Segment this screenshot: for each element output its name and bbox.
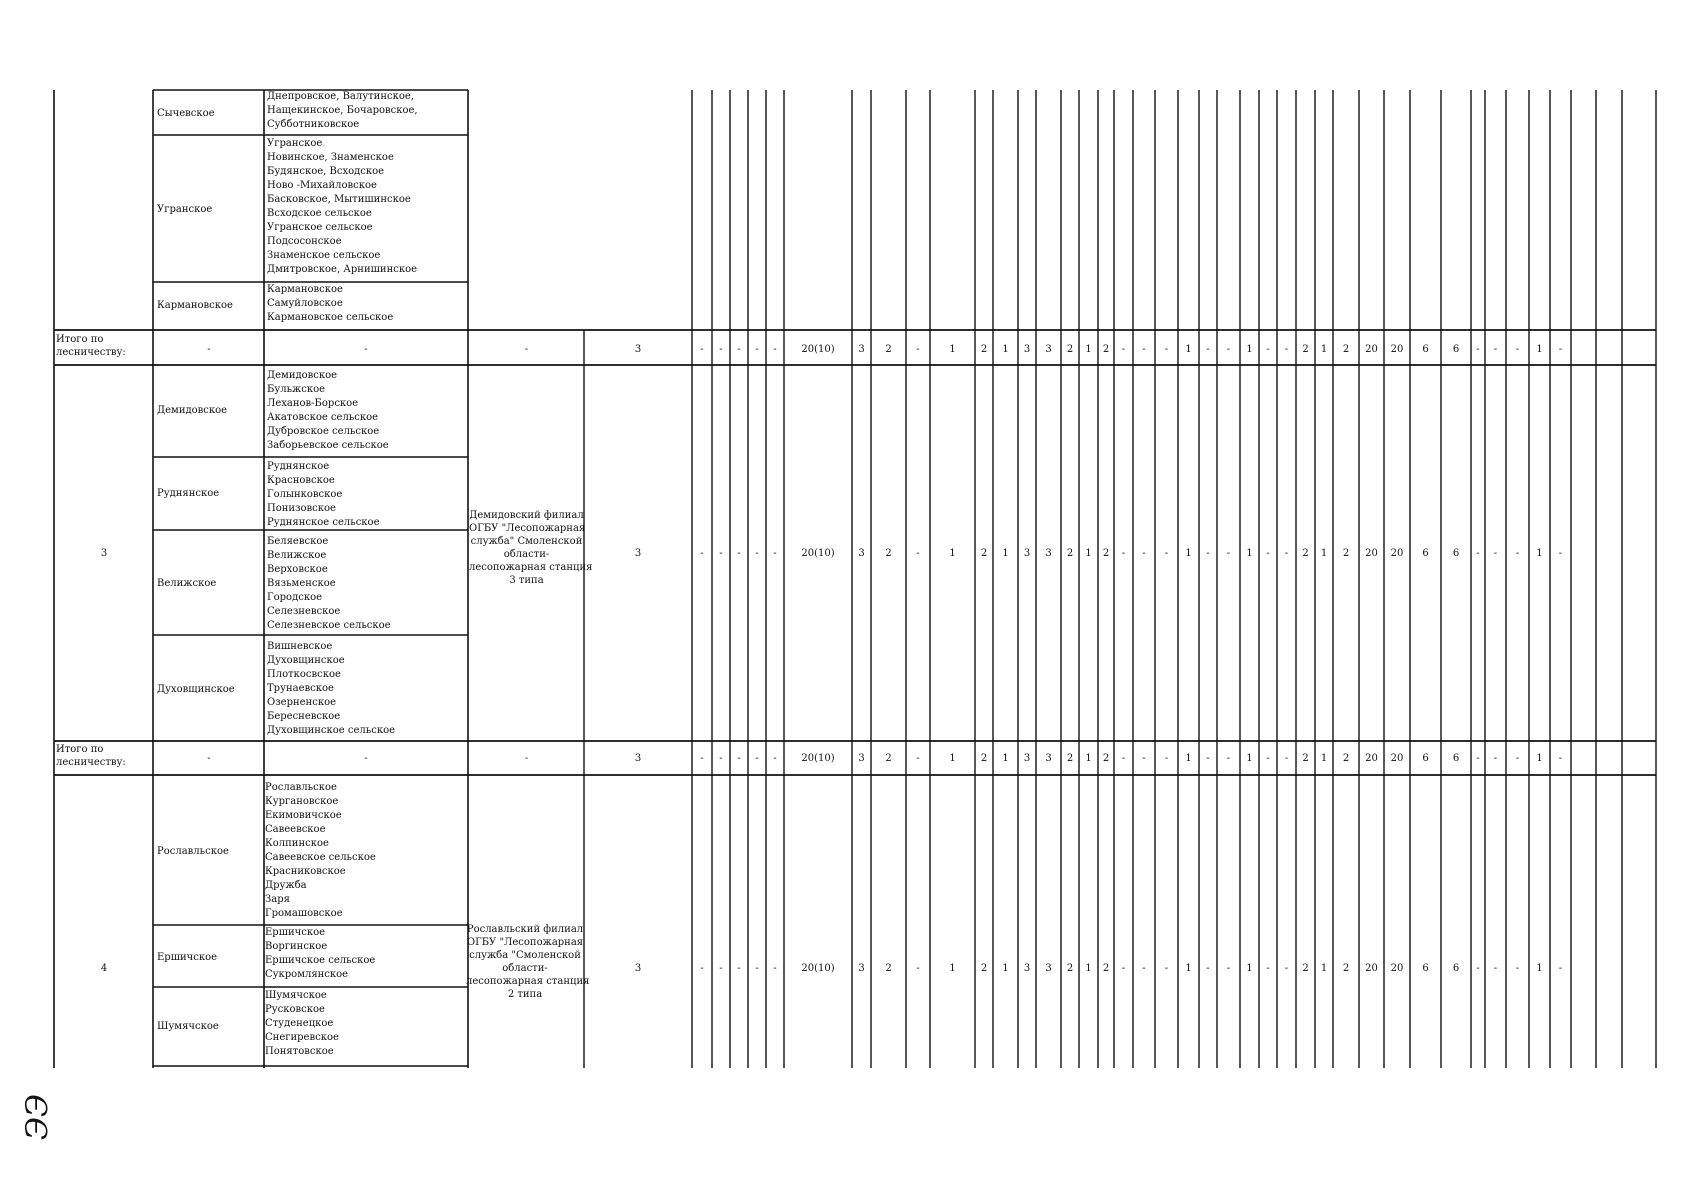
data-cell: 2 <box>1102 753 1110 764</box>
data-cell: - <box>700 344 704 355</box>
data-cell: 1 <box>1085 963 1092 974</box>
data-cell: - <box>916 344 920 355</box>
data-cell: - <box>1266 753 1270 764</box>
data-cell: 6 <box>1422 963 1429 974</box>
data-cell: 2 <box>885 753 892 764</box>
settlements-list: Руднянское Красновское Голынковское Понизовское Руднянское сельское <box>267 461 380 528</box>
data-cell: 1 <box>1320 753 1328 764</box>
data-cell: 2 <box>1102 344 1110 355</box>
total-cell: - <box>207 344 211 355</box>
data-cell: 1 <box>949 963 956 974</box>
data-cell: 6 <box>1452 753 1460 764</box>
data-cell: 20(10) <box>801 548 835 559</box>
data-cell: - <box>1515 344 1520 355</box>
data-cell: 1 <box>1002 344 1009 355</box>
total-label: Итого по лесничеству: <box>56 744 126 768</box>
station-line: Рославльский филиал <box>466 924 584 935</box>
data-cell: 1 <box>1002 963 1009 974</box>
data-cell: 3 <box>1045 344 1052 355</box>
settlements-list: Демидовское Бульжское Леханов-Борское Акатовское сельское Дубровское сельское Заборьевское сельское <box>267 370 389 451</box>
settlements-list: Рославльское Кургановское Екимовичское Савеевское Колпинское Савеевское сельское Красниковское Дружба Заря Громашовское <box>265 782 376 919</box>
data-cell: - <box>1164 548 1169 559</box>
data-cell: - <box>1558 753 1563 764</box>
data-cell: 1 <box>1536 548 1543 559</box>
data-cell: - <box>1164 344 1169 355</box>
data-cell: - <box>773 344 777 355</box>
data-cell: - <box>1121 963 1126 974</box>
data-cell: 1 <box>1536 753 1543 764</box>
district-name: Ершичское <box>157 952 218 963</box>
data-cell: - <box>1121 548 1126 559</box>
data-cell: - <box>1284 548 1289 559</box>
district-name: Духовщинское <box>157 684 235 695</box>
data-cell: - <box>1266 344 1270 355</box>
station-line: служба "Смоленской <box>469 950 581 961</box>
total-cell: - <box>524 753 529 764</box>
data-cell: - <box>1142 963 1146 974</box>
station-line: ОГБУ "Лесопожарная <box>469 523 586 534</box>
data-cell: 1 <box>1185 548 1192 559</box>
data-cell: 2 <box>980 548 988 559</box>
station-count: 3 <box>634 548 642 559</box>
settlements-list: Вишневское Духовщинское Плоткосвское Трунаевское Озерненское Бересневское Духовщинское сельское <box>267 641 396 736</box>
data-cell: 2 <box>1066 753 1074 764</box>
data-cell: - <box>737 344 741 355</box>
data-cell: - <box>773 963 777 974</box>
data-cell: 20 <box>1390 344 1404 355</box>
total-label: Итого по лесничеству: <box>56 334 126 358</box>
data-cell: - <box>1142 548 1146 559</box>
district-name: Сычевское <box>157 108 215 119</box>
data-cell: 6 <box>1422 344 1429 355</box>
data-cell: - <box>1476 344 1480 355</box>
data-cell: 1 <box>1085 344 1092 355</box>
total-cell: 3 <box>634 344 642 355</box>
data-cell: 1 <box>949 344 956 355</box>
page-number: ЭЭ <box>20 1094 55 1140</box>
data-cell: 2 <box>1342 344 1350 355</box>
data-cell: 3 <box>858 344 865 355</box>
data-cell: 6 <box>1452 963 1460 974</box>
data-cell: - <box>1226 963 1231 974</box>
total-cell: - <box>364 753 368 764</box>
data-cell: 2 <box>980 753 988 764</box>
data-cell: - <box>700 963 704 974</box>
data-cell: 2 <box>1302 548 1309 559</box>
data-cell: 1 <box>1536 344 1543 355</box>
data-cell: 6 <box>1422 753 1429 764</box>
data-cell: 20(10) <box>801 753 835 764</box>
settlements-list: Шумячское Русковское Студенецкое Снегиревское Понятовское <box>265 990 339 1057</box>
data-cell: 6 <box>1452 548 1460 559</box>
data-cell: 1 <box>1246 753 1253 764</box>
data-cell: - <box>1493 753 1498 764</box>
data-cell: - <box>1476 753 1480 764</box>
data-cell: - <box>1476 963 1480 974</box>
data-cell: 3 <box>1023 344 1031 355</box>
district-name: Демидовское <box>157 405 228 416</box>
data-cell: - <box>755 548 759 559</box>
data-cell: 20 <box>1365 548 1378 559</box>
data-cell: 2 <box>1066 963 1074 974</box>
data-cell: 2 <box>1342 963 1350 974</box>
station-line: Демидовский филиал <box>469 510 584 521</box>
data-cell: 3 <box>858 753 865 764</box>
settlements-list: Ершичское Воргинское Ершичское сельское Сукромлянское <box>265 927 376 980</box>
data-cell: 20(10) <box>801 963 835 974</box>
data-cell: - <box>916 753 920 764</box>
data-cell: 2 <box>1102 548 1110 559</box>
data-cell: 3 <box>1045 753 1052 764</box>
data-cell: - <box>1476 548 1480 559</box>
station-line: 2 типа <box>507 989 543 1000</box>
data-cell: 6 <box>1452 344 1460 355</box>
data-cell: 3 <box>1023 548 1031 559</box>
data-cell: 1 <box>1185 753 1192 764</box>
settlements-list: Беляевское Велижское Верховское Вязьменское Городское Селезневское Селезневское сельское <box>267 536 391 631</box>
data-cell: - <box>916 548 920 559</box>
station-line: лесопожарная станция <box>469 562 593 573</box>
data-cell: 3 <box>1045 548 1052 559</box>
total-cell: - <box>364 344 368 355</box>
data-cell: 2 <box>1342 753 1350 764</box>
data-cell: - <box>1515 548 1520 559</box>
data-cell: - <box>1206 548 1210 559</box>
data-cell: 1 <box>949 548 956 559</box>
data-cell: - <box>1558 548 1563 559</box>
data-cell: - <box>719 548 723 559</box>
total-cell: - <box>207 753 211 764</box>
data-cell: - <box>1493 344 1498 355</box>
data-cell: - <box>1266 963 1270 974</box>
data-cell: 2 <box>885 344 892 355</box>
station-line: области- <box>503 549 550 560</box>
station-count: 3 <box>634 963 642 974</box>
data-cell: 1 <box>1536 963 1543 974</box>
station-line: ОГБУ "Лесопожарная <box>466 937 584 948</box>
data-cell: - <box>1206 753 1210 764</box>
settlements-list: Кармановское Самуйловское Кармановское сельское <box>267 284 394 323</box>
data-cell: - <box>737 548 741 559</box>
data-cell: 2 <box>885 963 892 974</box>
data-cell: 20 <box>1390 963 1404 974</box>
data-cell: - <box>1515 753 1520 764</box>
data-cell: 2 <box>1066 548 1074 559</box>
total-cell: - <box>524 344 529 355</box>
section-number: 3 <box>100 548 108 559</box>
data-cell: 1 <box>1085 753 1092 764</box>
data-cell: - <box>737 753 741 764</box>
data-cell: - <box>1121 753 1126 764</box>
data-cell: - <box>719 963 723 974</box>
district-name: Велижское <box>157 578 217 589</box>
station-line: 3 типа <box>509 575 544 586</box>
data-cell: 1 <box>1185 344 1192 355</box>
data-cell: 1 <box>1085 548 1092 559</box>
data-cell: - <box>1142 344 1146 355</box>
data-cell: - <box>1121 344 1126 355</box>
data-cell: - <box>737 963 741 974</box>
data-cell: 2 <box>1302 753 1309 764</box>
data-cell: - <box>1164 963 1169 974</box>
data-cell: 2 <box>1102 963 1110 974</box>
district-name: Кармановское <box>157 300 233 311</box>
data-cell: 3 <box>858 548 865 559</box>
data-cell: 2 <box>980 344 988 355</box>
data-cell: - <box>773 548 777 559</box>
station-line: области- <box>502 963 548 974</box>
station-line: лесопожарная станция <box>466 976 590 987</box>
data-cell: 1 <box>1320 344 1328 355</box>
settlements-list: Днепровское, Валутинское, Нащекинское, Бочаровское, Субботниковское <box>267 91 418 130</box>
data-cell: 1 <box>1002 548 1009 559</box>
district-name: Шумячское <box>157 1021 219 1032</box>
data-cell: 1 <box>949 753 956 764</box>
data-cell: - <box>1226 344 1231 355</box>
district-name: Угранское <box>157 204 213 215</box>
data-cell: - <box>1226 753 1231 764</box>
data-cell: 20 <box>1390 548 1404 559</box>
data-cell: 1 <box>1002 753 1009 764</box>
station-name <box>469 509 593 587</box>
data-cell: 6 <box>1422 548 1429 559</box>
data-cell: - <box>700 548 704 559</box>
data-cell: - <box>700 753 704 764</box>
data-cell: 2 <box>1302 963 1309 974</box>
data-cell: - <box>916 963 920 974</box>
district-name: Рославльское <box>157 846 229 857</box>
total-cell: 3 <box>634 753 642 764</box>
data-cell: 1 <box>1320 548 1328 559</box>
data-cell: 1 <box>1246 963 1253 974</box>
data-cell: - <box>1206 344 1210 355</box>
data-cell: 2 <box>1066 344 1074 355</box>
data-cell: - <box>1558 963 1563 974</box>
station-line: служба" Смоленской <box>470 536 583 547</box>
data-cell: - <box>1226 548 1231 559</box>
data-cell: - <box>1142 753 1146 764</box>
data-cell: - <box>755 753 759 764</box>
data-cell: 20 <box>1365 963 1378 974</box>
data-cell: 2 <box>1302 344 1309 355</box>
data-cell: - <box>1515 963 1520 974</box>
data-cell: 3 <box>1045 963 1052 974</box>
data-cell: 2 <box>885 548 892 559</box>
settlements-list: Угранское Новинское, Знаменское Будянское, Всходское Ново -Михайловское Басковское, Мытишинское Всходское сельское Угранское сельское Подсосонское Знаменское сельское Дмитровское, Арнишинское <box>267 138 418 275</box>
data-cell: 3 <box>1023 963 1031 974</box>
data-cell: - <box>773 753 777 764</box>
data-cell: 1 <box>1320 963 1328 974</box>
station-name <box>466 923 590 1001</box>
data-cell: 20(10) <box>801 344 835 355</box>
data-cell: - <box>755 963 759 974</box>
data-cell: - <box>755 344 759 355</box>
data-cell: 1 <box>1246 548 1253 559</box>
data-cell: - <box>1558 344 1563 355</box>
data-cell: 20 <box>1390 753 1404 764</box>
data-cell: 2 <box>1342 548 1350 559</box>
data-cell: - <box>1164 753 1169 764</box>
data-cell: 20 <box>1365 344 1378 355</box>
data-cell: - <box>719 344 723 355</box>
data-cell: - <box>719 753 723 764</box>
district-name: Руднянское <box>157 488 220 499</box>
data-cell: 3 <box>1023 753 1031 764</box>
data-cell: - <box>1266 548 1270 559</box>
data-cell: - <box>1493 963 1498 974</box>
data-cell: 20 <box>1365 753 1378 764</box>
data-cell: 2 <box>980 963 988 974</box>
data-cell: - <box>1284 963 1289 974</box>
data-cell: 1 <box>1246 344 1253 355</box>
data-cell: - <box>1284 344 1289 355</box>
data-cell: - <box>1206 963 1210 974</box>
data-cell: 3 <box>858 963 865 974</box>
section-number: 4 <box>100 963 108 974</box>
data-cell: 1 <box>1185 963 1192 974</box>
data-cell: - <box>1493 548 1498 559</box>
data-cell: - <box>1284 753 1289 764</box>
